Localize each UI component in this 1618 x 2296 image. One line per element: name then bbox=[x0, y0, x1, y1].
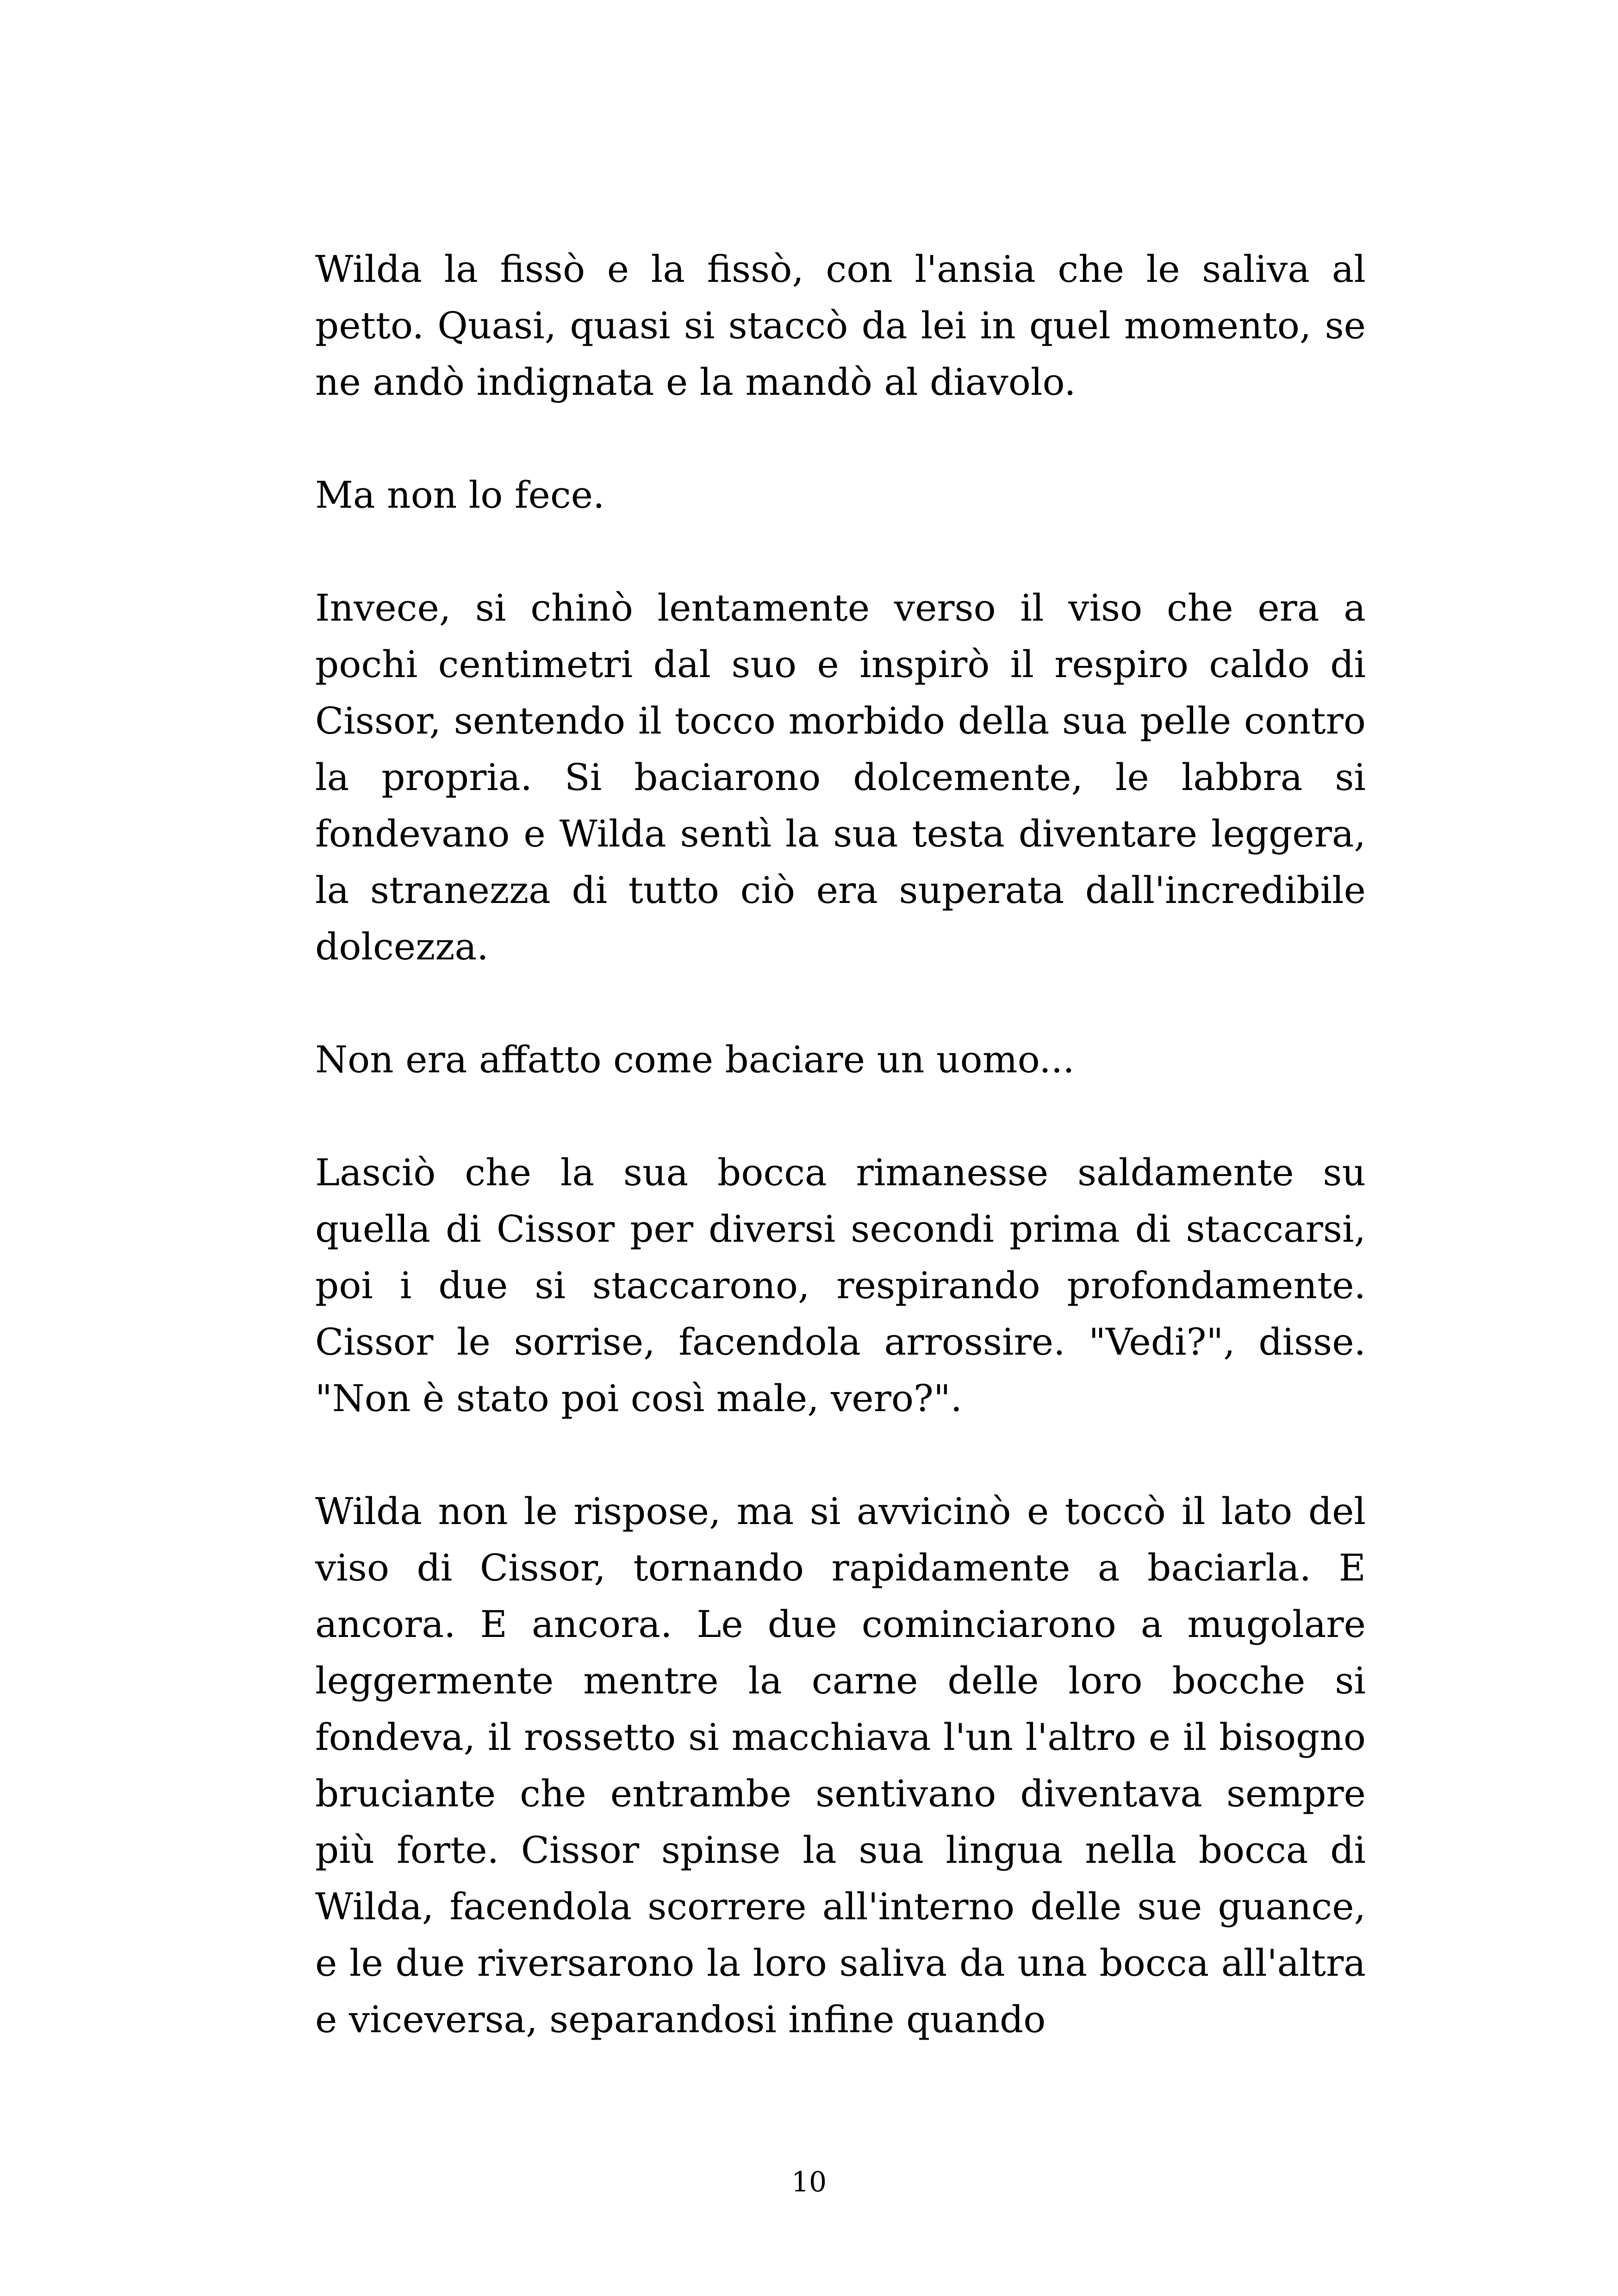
paragraph-5: Lasciò che la sua bocca rimanesse saldamente su quella di Cissor per diversi secondi prima di staccarsi, poi i due si staccarono, respirando profondamente. Cissor le sorrise, facendola arrossire. "Vedi?", disse. "Non è stato poi così male, vero?". bbox=[315, 1151, 1366, 1420]
paragraph-1: Wilda la fissò e la fissò, con l'ansia che le saliva al petto. Quasi, quasi si staccò da lei in quel momento, se ne andò indignata e la mandò al diavolo. bbox=[315, 248, 1366, 404]
page-number: 10 bbox=[791, 2166, 827, 2198]
paragraph-6: Wilda non le rispose, ma si avvicinò e toccò il lato del viso di Cissor, tornando rapidamente a baciarla. E ancora. E ancora. Le due cominciarono a mugolare leggermente mentre la carne delle loro bocche si fondeva, il rossetto si macchiava l'un l'altro e il bisogno bruciante che entrambe sentivano diventava sempre più forte. Cissor spinse la sua lingua nella bocca di Wilda, facendola scorrere all'interno delle sue guance, e le due riversarono la loro saliva da una bocca all'altra e viceversa, separandosi infine quando bbox=[315, 1490, 1366, 2041]
paragraph-4: Non era affatto come baciare un uomo... bbox=[315, 1038, 1075, 1081]
body-text bbox=[315, 241, 1366, 2048]
paragraph-3: Invece, si chinò lentamente verso il viso che era a pochi centimetri dal suo e inspirò il respiro caldo di Cissor, sentendo il tocco morbido della sua pelle contro la propria. Si baciarono dolcemente, le labbra si fondevano e Wilda sentì la sua testa diventare leggera, la stranezza di tutto ciò era superata dall'incredibile dolcezza. bbox=[315, 586, 1366, 968]
paragraph-2: Ma non lo fece. bbox=[315, 473, 605, 516]
